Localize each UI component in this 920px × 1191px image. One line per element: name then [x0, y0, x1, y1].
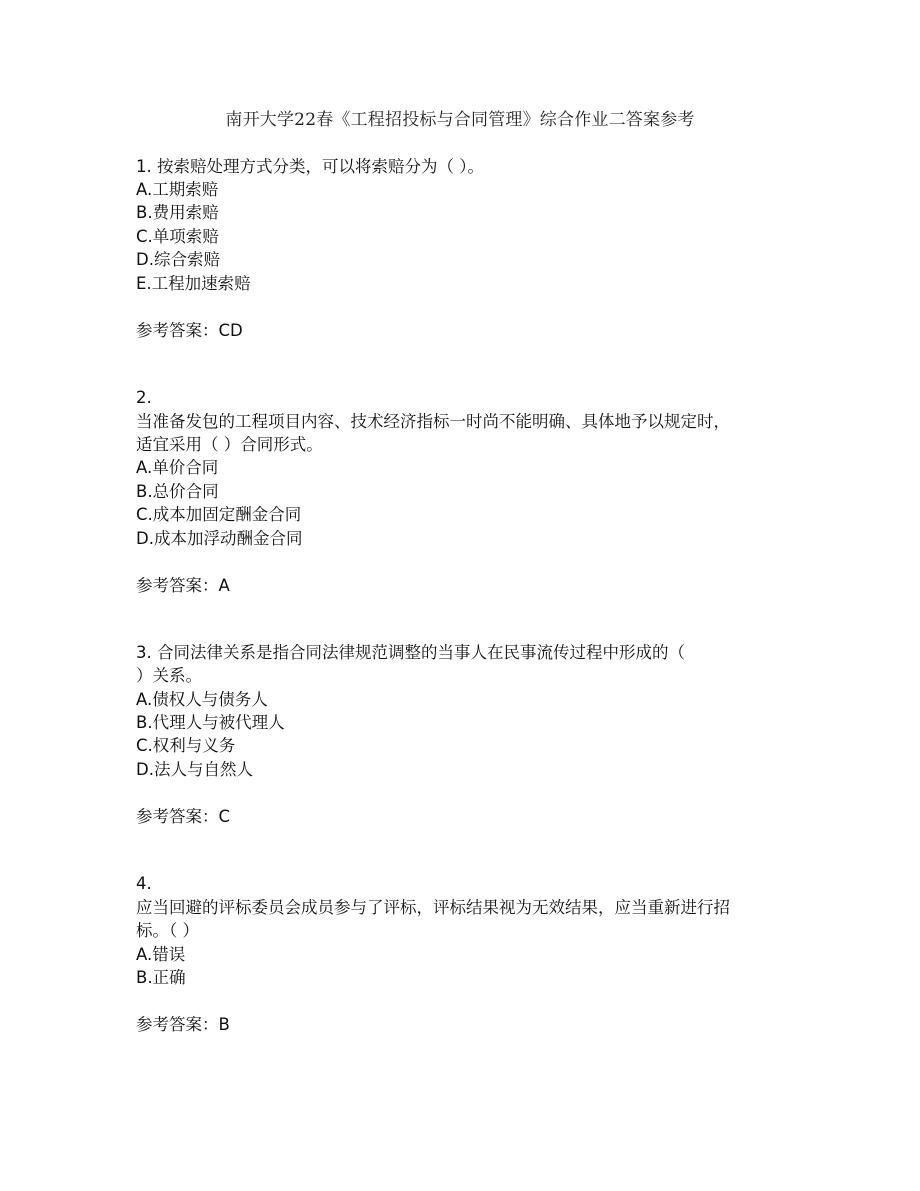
question-1-answer: 参考答案：CD — [136, 321, 243, 340]
question-3-option-b: B.代理人与被代理人 — [136, 713, 285, 732]
question-3-option-a: A.债权人与债务人 — [136, 690, 268, 709]
question-3-stem-line-2: ）关系。 — [136, 666, 202, 685]
question-2-option-d: D.成本加浮动酬金合同 — [136, 529, 303, 548]
question-2-option-a: A.单价合同 — [136, 458, 219, 477]
question-2-number: 2. — [136, 388, 152, 407]
question-1-option-c: C.单项索赔 — [136, 227, 219, 246]
question-4-option-b: B.正确 — [136, 968, 186, 987]
question-4-number: 4. — [136, 874, 152, 893]
question-4-answer: 参考答案：B — [136, 1015, 230, 1034]
question-2-answer: 参考答案：A — [136, 576, 230, 595]
question-1-option-d: D.综合索赔 — [136, 250, 220, 269]
question-2-stem-line-1: 当准备发包的工程项目内容、技术经济指标一时尚不能明确、具体地予以规定时， — [136, 412, 730, 431]
question-4-stem-line-1: 应当回避的评标委员会成员参与了评标，评标结果视为无效结果，应当重新进行招 — [136, 898, 730, 917]
question-3-option-d: D.法人与自然人 — [136, 760, 253, 779]
question-4-stem-line-2: 标。（ ） — [136, 921, 199, 940]
question-1-option-e: E.工程加速索赔 — [136, 274, 251, 293]
document-title: 南开大学22春《工程招投标与合同管理》综合作业二答案参考 — [225, 110, 695, 130]
question-3-answer: 参考答案：C — [136, 807, 231, 826]
question-4-option-a: A.错误 — [136, 945, 186, 964]
question-1-option-b: B.费用索赔 — [136, 203, 219, 222]
question-2-option-c: C.成本加固定酬金合同 — [136, 505, 302, 524]
question-2-stem-line-2: 适宜采用（ ）合同形式。 — [136, 435, 323, 454]
question-3-option-c: C.权利与义务 — [136, 736, 236, 755]
question-1-stem: 1. 按索赔处理方式分类，可以将索赔分为（ ）。 — [136, 157, 484, 176]
question-1-option-a: A.工期索赔 — [136, 180, 219, 199]
question-2-option-b: B.总价合同 — [136, 482, 219, 501]
question-3-stem-line-1: 3. 合同法律关系是指合同法律规范调整的当事人在民事流传过程中形成的（ — [136, 643, 685, 662]
